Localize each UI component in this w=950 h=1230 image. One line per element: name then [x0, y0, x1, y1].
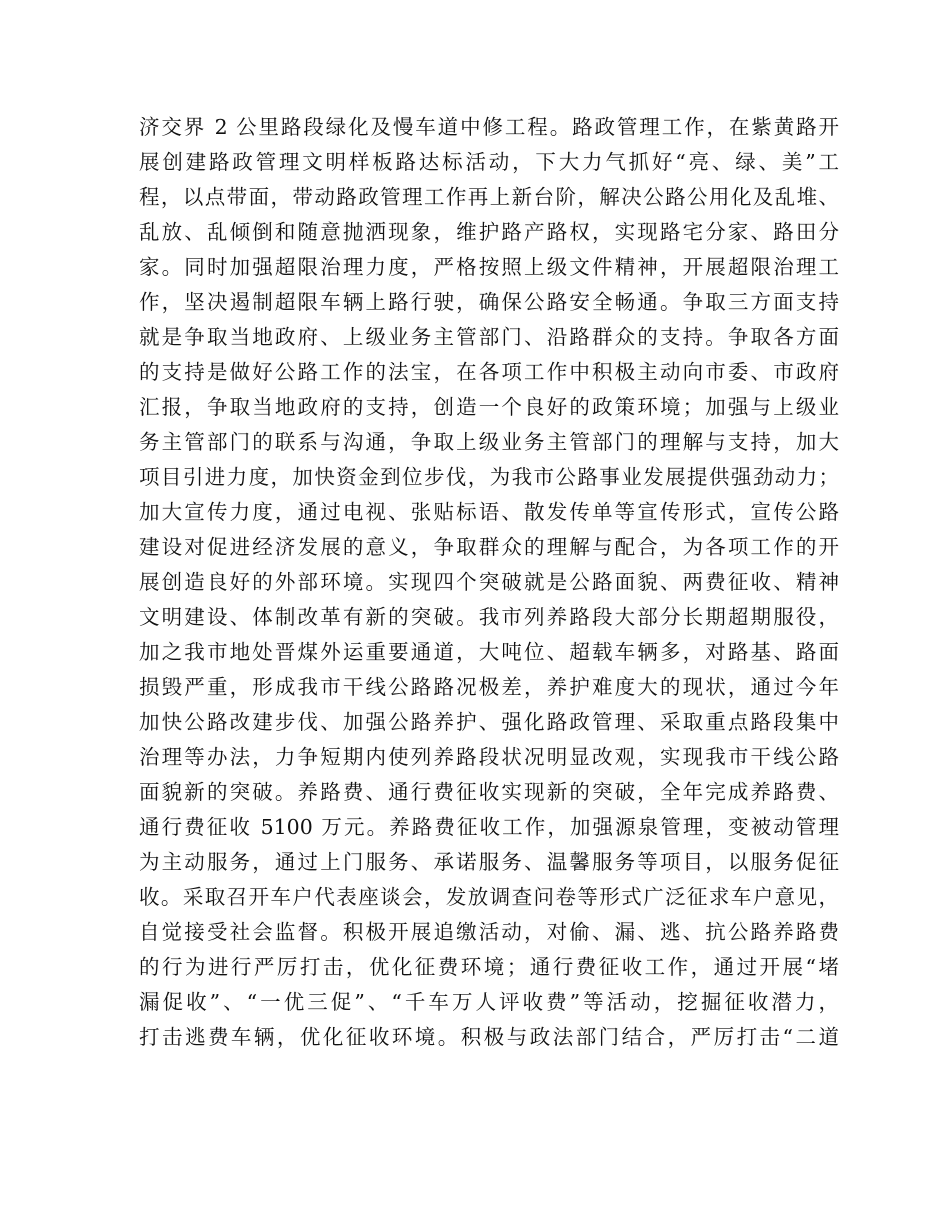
text-line: 展创建路政管理文明样板路达标活动，下大力气抓好“亮、绿、美”工	[139, 150, 839, 174]
text-line: 家。同时加强超限治理力度，严格按照上级文件精神，开展超限治理工	[139, 255, 839, 279]
text-line: 为主动服务，通过上门服务、承诺服务、温馨服务等项目，以服务促征	[139, 850, 839, 874]
text-line: 自觉接受社会监督。积极开展追缴活动，对偷、漏、逃、抗公路养路费	[139, 920, 839, 944]
text-line: 程，以点带面，带动路政管理工作再上新台阶，解决公路公用化及乱堆、	[139, 185, 839, 209]
text-line: 打击逃费车辆，优化征收环境。积极与政法部门结合，严厉打击“二道	[139, 1025, 839, 1049]
text-line: 加快公路改建步伐、加强公路养护、强化路政管理、采取重点路段集中	[139, 710, 839, 734]
text-line: 通行费征收 5100 万元。养路费征收工作，加强源泉管理，变被动管理	[139, 815, 839, 839]
text-line: 展创造良好的外部环境。实现四个突破就是公路面貌、两费征收、精神	[139, 570, 839, 594]
text-line: 济交界 2 公里路段绿化及慢车道中修工程。路政管理工作，在紫黄路开	[139, 115, 839, 139]
text-line: 收。采取召开车户代表座谈会，发放调查问卷等形式广泛征求车户意见，	[139, 885, 839, 909]
text-line: 务主管部门的联系与沟通，争取上级业务主管部门的理解与支持，加大	[139, 430, 839, 454]
body-text	[139, 110, 839, 1055]
text-line: 的支持是做好公路工作的法宝，在各项工作中积极主动向市委、市政府	[139, 360, 839, 384]
text-line: 加之我市地处晋煤外运重要通道，大吨位、超载车辆多，对路基、路面	[139, 640, 839, 664]
text-line: 加大宣传力度，通过电视、张贴标语、散发传单等宣传形式，宣传公路	[139, 500, 839, 524]
text-line: 的行为进行严厉打击，优化征费环境；通行费征收工作，通过开展“堵	[139, 955, 839, 979]
text-line: 乱放、乱倾倒和随意抛洒现象，维护路产路权，实现路宅分家、路田分	[139, 220, 839, 244]
text-line: 治理等办法，力争短期内使列养路段状况明显改观，实现我市干线公路	[139, 745, 839, 769]
text-line: 面貌新的突破。养路费、通行费征收实现新的突破，全年完成养路费、	[139, 780, 839, 804]
text-line: 项目引进力度，加快资金到位步伐，为我市公路事业发展提供强劲动力；	[139, 465, 839, 489]
text-line: 漏促收”、“一优三促”、“千车万人评收费”等活动，挖掘征收潜力，	[139, 990, 839, 1014]
text-line: 建设对促进经济发展的意义，争取群众的理解与配合，为各项工作的开	[139, 535, 839, 559]
text-line: 损毁严重，形成我市干线公路路况极差，养护难度大的现状，通过今年	[139, 675, 839, 699]
text-line: 汇报，争取当地政府的支持，创造一个良好的政策环境；加强与上级业	[139, 395, 839, 419]
text-line: 文明建设、体制改革有新的突破。我市列养路段大部分长期超期服役，	[139, 605, 839, 629]
text-line: 作，坚决遏制超限车辆上路行驶，确保公路安全畅通。争取三方面支持	[139, 290, 839, 314]
text-line: 就是争取当地政府、上级业务主管部门、沿路群众的支持。争取各方面	[139, 325, 839, 349]
